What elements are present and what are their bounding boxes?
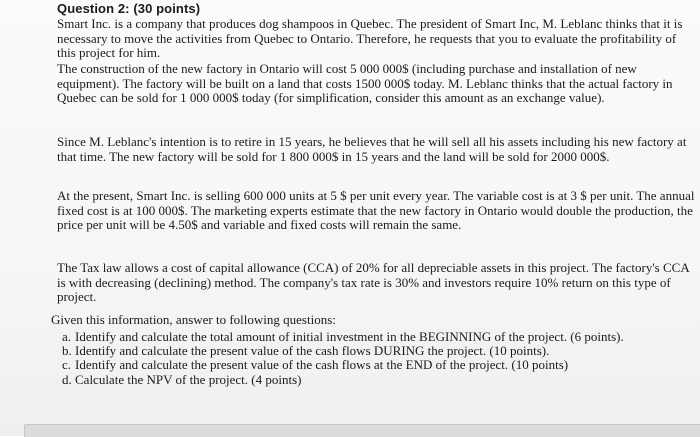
question-item-d (62, 373, 694, 387)
question-letter: a. (62, 329, 72, 344)
paragraph-retirement: Since M. Leblanc's intention is to retire in 15 years, he believes that he will sell all his assets including his new factory at that time. The new factory will be sold for 1 800 000$ in 15 years and the land will be sold for 2000 000$. (57, 134, 687, 164)
question-letter: c. (62, 357, 72, 373)
question-letter: b. (62, 343, 72, 359)
paragraph-intro: Smart Inc. is a company that produces dog shampoos in Quebec. The president of Smart Inc, M. Leblanc thinks that it is necessary to move the activities from Quebec to Ontario. Therefore, he requests that you to evaluate the profitability of this project for him. (57, 16, 683, 61)
question-text: Calculate the NPV of the project. (4 points) (75, 371, 302, 387)
paragraph-tax: The Tax law allows a cost of capital allowance (CCA) of 20% for all depreciable assets in this project. The factory's CCA is with decreasing (declining) method. The company's tax rate is 30% and investors require 10% return on this type of project. (57, 260, 689, 305)
bottom-edge-bar (24, 424, 700, 437)
questions-prompt: Given this information, answer to following questions: (51, 312, 336, 327)
question-item-c (62, 358, 694, 372)
paragraph-sales: At the present, Smart Inc. is selling 600 000 units at 5 $ per unit every year. The variable cost is at 3 $ per unit. The annual fixed cost is at 100 000$. The marketing experts estimate that the new factory in Ontario would double the production, the price per unit will be 4.50$ and variable and fixed costs will remain the same. (57, 188, 695, 233)
question-text: Identify and calculate the present value of the cash flows DURING the project. (10 points). (75, 343, 550, 359)
question-item-a (62, 330, 694, 344)
question-list (62, 330, 694, 387)
question-letter: d. (62, 371, 72, 387)
paragraph-construction: The construction of the new factory in Ontario will cost 5 000 000$ (including purchase and installation of new equipment). The factory will be built on a land that costs 1500 000$ today. M. Leblanc thinks that the actual factory in Quebec can be sold for 1 000 000$ today (for simplification, consider this amount as an exchange value). (57, 61, 673, 106)
question-item-b (62, 344, 694, 358)
question-text: Identify and calculate the total amount of initial investment in the BEGINNING of the project. (6 points). (75, 329, 624, 344)
question-text: Identify and calculate the present value of the cash flows at the END of the project. (10 points) (75, 357, 569, 373)
question-title: Question 2: (30 points) (57, 1, 201, 16)
